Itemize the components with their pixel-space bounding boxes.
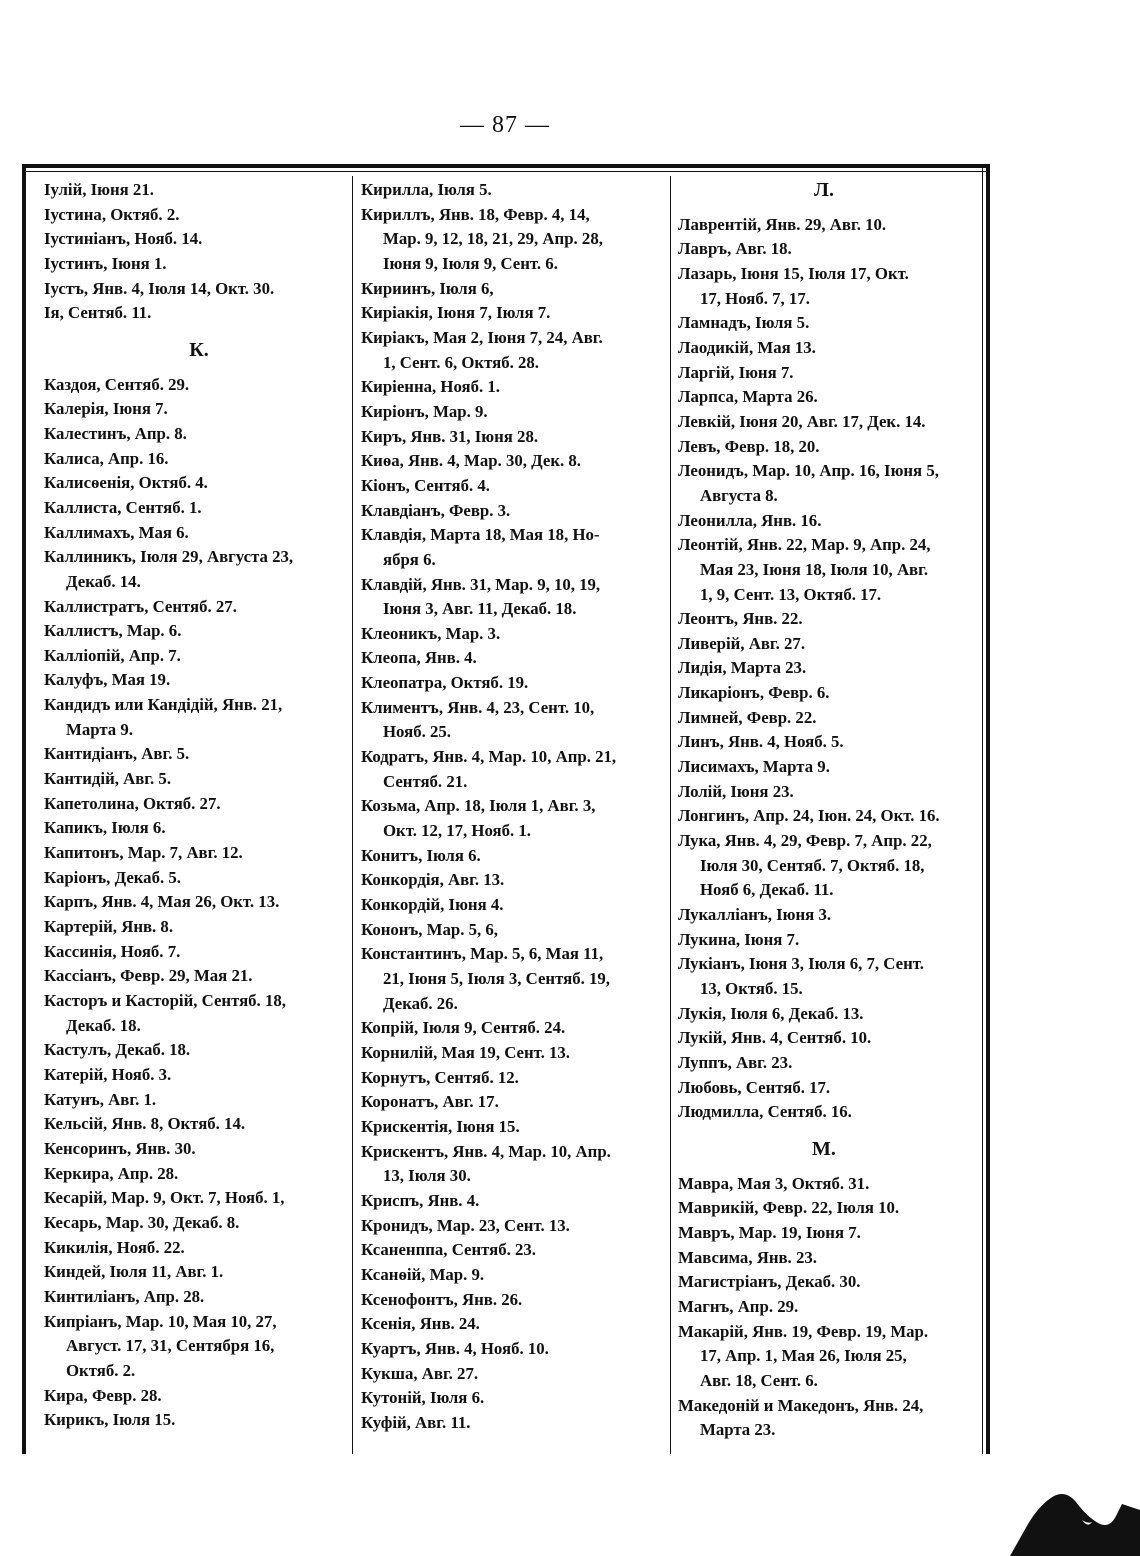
index-entry: Киріонъ, Мар. 9. xyxy=(361,401,488,421)
index-entry: Кронидъ, Мар. 23, Сент. 13. xyxy=(361,1215,570,1235)
index-entry: Кесарь, Мар. 30, Декаб. 8. xyxy=(44,1212,240,1232)
index-entry: Левкій, Іюня 20, Авг. 17, Дек. 14. xyxy=(678,411,926,431)
index-entry-continuation: Август. 17, 31, Сентября 16, xyxy=(66,1336,275,1356)
index-entry: Клавдія, Марта 18, Мая 18, Но- xyxy=(361,525,600,545)
index-entry: Карпъ, Янв. 4, Мая 26, Окт. 13. xyxy=(44,892,280,912)
index-entry: Лукалліанъ, Іюня 3. xyxy=(678,905,832,925)
index-entry: Козьма, Апр. 18, Іюля 1, Авг. 3, xyxy=(361,796,596,816)
letter-heading: М. xyxy=(812,1137,836,1160)
index-entry: Копрій, Іюля 9, Сентяб. 24. xyxy=(361,1018,566,1038)
index-column-3 xyxy=(678,178,970,1443)
index-entry: Ксаненппа, Сентяб. 23. xyxy=(361,1240,536,1260)
index-entry: Калиса, Апр. 16. xyxy=(44,448,169,468)
index-entry: Іустина, Октяб. 2. xyxy=(44,204,180,224)
index-entry: Кипріанъ, Мар. 10, Мая 10, 27, xyxy=(44,1311,277,1331)
index-entry: Каздоя, Сентяб. 29. xyxy=(44,374,190,394)
index-entry: Ксанѳій, Мар. 9. xyxy=(361,1264,485,1284)
index-entry: Конкордія, Авг. 13. xyxy=(361,870,505,890)
index-entry: Кельсій, Янв. 8, Октяб. 14. xyxy=(44,1114,246,1134)
index-entry-continuation: Іюля 30, Сентяб. 7, Октяб. 18, xyxy=(700,855,925,875)
index-entry: Іустинъ, Іюня 1. xyxy=(44,253,167,273)
index-entry: Лидія, Марта 23. xyxy=(678,658,807,678)
index-entry: Лукія, Іюля 6, Декаб. 13. xyxy=(678,1003,864,1023)
index-entry: Кенсоринъ, Янв. 30. xyxy=(44,1138,196,1158)
index-entry-continuation: 1, Сент. 6, Октяб. 28. xyxy=(383,352,539,372)
index-entry: Македоній и Македонъ, Янв. 24, xyxy=(678,1395,924,1415)
index-entry: Каллистратъ, Сентяб. 27. xyxy=(44,596,237,616)
index-entry: Лонгинъ, Апр. 24, Іюн. 24, Окт. 16. xyxy=(678,806,940,826)
index-entry: Коронатъ, Авг. 17. xyxy=(361,1092,499,1112)
index-entry: Мавра, Мая 3, Октяб. 31. xyxy=(678,1173,870,1193)
index-entry: Кирикъ, Іюля 15. xyxy=(44,1410,176,1430)
index-entry-continuation: 17, Нояб. 7, 17. xyxy=(700,288,810,308)
index-entry: Ламнадъ, Іюля 5. xyxy=(678,313,810,333)
index-entry: Макарій, Янв. 19, Февр. 19, Мар. xyxy=(678,1321,929,1341)
index-entry: Лаврентій, Янв. 29, Авг. 10. xyxy=(678,214,887,234)
index-entry-continuation: 13, Іюля 30. xyxy=(383,1166,471,1186)
index-entry: Лукіанъ, Іюня 3, Іюля 6, 7, Сент. xyxy=(678,954,924,974)
index-entry: Людмилла, Сентяб. 16. xyxy=(678,1102,852,1122)
index-entry: Клеопатра, Октяб. 19. xyxy=(361,673,529,693)
index-entry-continuation: Мая 23, Іюня 18, Іюля 10, Авг. xyxy=(700,559,929,579)
index-entry: Конкордій, Іюня 4. xyxy=(361,895,504,915)
index-entry-continuation: Мар. 9, 12, 18, 21, 29, Апр. 28, xyxy=(383,229,603,249)
index-entry: Лолій, Іюня 23. xyxy=(678,781,794,801)
index-entry: Каллимахъ, Мая 6. xyxy=(44,522,189,542)
index-entry: Ливерій, Авг. 27. xyxy=(678,633,806,653)
index-entry: Лазарь, Іюня 15, Іюля 17, Окт. xyxy=(678,263,909,283)
ink-blot-mark xyxy=(1010,1466,1140,1556)
index-entry: Киріенна, Нояб. 1. xyxy=(361,377,500,397)
index-entry-continuation: 1, 9, Сент. 13, Октяб. 17. xyxy=(700,584,882,604)
index-column-2 xyxy=(361,178,663,1435)
index-entry-continuation: Декаб. 14. xyxy=(66,571,141,591)
index-entry: Лимней, Февр. 22. xyxy=(678,707,817,727)
index-entry: Кирилла, Іюля 5. xyxy=(361,180,492,199)
index-entry-continuation: Іюня 3, Авг. 11, Декаб. 18. xyxy=(383,599,577,619)
index-entry: Куартъ, Янв. 4, Нояб. 10. xyxy=(361,1338,549,1358)
index-entry: Киръ, Янв. 31, Іюня 28. xyxy=(361,426,539,446)
index-entry: Кодратъ, Янв. 4, Мар. 10, Апр. 21, xyxy=(361,747,617,767)
index-entry: Кукша, Авг. 27. xyxy=(361,1363,479,1383)
index-entry-continuation: Сентяб. 21. xyxy=(383,771,468,791)
page-number: — 87 — xyxy=(460,112,550,138)
index-entry: Іустъ, Янв. 4, Іюля 14, Окт. 30. xyxy=(44,278,275,298)
index-entry: Куфій, Авг. 11. xyxy=(361,1412,471,1432)
index-entry: Лука, Янв. 4, 29, Февр. 7, Апр. 22, xyxy=(678,831,932,851)
index-entry: Константинъ, Мар. 5, 6, Мая 11, xyxy=(361,944,604,964)
index-entry: Линъ, Янв. 4, Нояб. 5. xyxy=(678,732,844,752)
index-entry: Кира, Февр. 28. xyxy=(44,1385,162,1405)
index-entry: Леонилла, Янв. 16. xyxy=(678,510,822,530)
index-entry: Крискентъ, Янв. 4, Мар. 10, Апр. xyxy=(361,1141,611,1161)
index-entry: Киріакія, Іюня 7, Іюля 7. xyxy=(361,303,551,323)
index-entry-continuation: 17, Апр. 1, Мая 26, Іюля 25, xyxy=(700,1346,907,1366)
index-entry: Клавдіанъ, Февр. 3. xyxy=(361,500,511,520)
index-entry: Корнилій, Мая 19, Сент. 13. xyxy=(361,1042,570,1062)
index-entry: Лукина, Іюня 7. xyxy=(678,929,800,949)
index-entry: Ксенофонтъ, Янв. 26. xyxy=(361,1289,523,1309)
index-entry-continuation: Марта 9. xyxy=(66,719,133,739)
index-entry-continuation: Марта 23. xyxy=(700,1420,776,1440)
index-entry: Калисѳенія, Октяб. 4. xyxy=(44,473,208,493)
index-entry: Клеоникъ, Мар. 3. xyxy=(361,623,501,643)
index-entry: Катерій, Нояб. 3. xyxy=(44,1064,172,1084)
index-entry-continuation: 21, Іюня 5, Іюля 3, Сентяб. 19, xyxy=(383,969,610,988)
index-entry: Лукій, Янв. 4, Сентяб. 10. xyxy=(678,1028,872,1048)
index-entry: Калуфъ, Мая 19. xyxy=(44,670,171,690)
index-entry: Клеопа, Янв. 4. xyxy=(361,648,477,668)
index-entry: Кесарій, Мар. 9, Окт. 7, Нояб. 1, xyxy=(44,1188,285,1208)
index-entry: Любовь, Сентяб. 17. xyxy=(678,1077,831,1097)
index-entry: Кириинъ, Іюля 6, xyxy=(361,278,494,298)
index-entry: Кикилія, Нояб. 22. xyxy=(44,1237,185,1257)
index-entry: Киѳа, Янв. 4, Мар. 30, Дек. 8. xyxy=(361,451,581,471)
index-entry: Корнутъ, Сентяб. 12. xyxy=(361,1067,519,1087)
index-entry: Лаодикій, Мая 13. xyxy=(678,337,816,357)
index-entry: Калліопій, Апр. 7. xyxy=(44,645,181,665)
index-entry: Клавдій, Янв. 31, Мар. 9, 10, 19, xyxy=(361,574,601,594)
index-entry: Кириллъ, Янв. 18, Февр. 4, 14, xyxy=(361,204,590,224)
index-entry: Каллистъ, Мар. 6. xyxy=(44,621,182,641)
index-entry: Леонтъ, Янв. 22. xyxy=(678,609,803,629)
index-entry-continuation: ября 6. xyxy=(383,549,436,569)
index-entry: Конитъ, Іюля 6. xyxy=(361,845,481,865)
index-entry: Кантидій, Авг. 5. xyxy=(44,769,172,789)
index-entry-continuation: Нояб. 25. xyxy=(383,722,451,742)
index-entry: Кантидіанъ, Авг. 5. xyxy=(44,744,190,764)
index-entry: Капитонъ, Мар. 7, Авг. 12. xyxy=(44,843,243,863)
index-entry: Мавсима, Янв. 23. xyxy=(678,1247,817,1267)
index-entry-continuation: Іюня 9, Іюля 9, Сент. 6. xyxy=(383,253,558,273)
index-entry: Каллиникъ, Іюля 29, Августа 23, xyxy=(44,547,294,567)
index-entry: Кононъ, Мар. 5, 6, xyxy=(361,919,498,939)
index-entry: Ія, Сентяб. 11. xyxy=(44,303,152,323)
column-divider xyxy=(352,176,353,1454)
index-entry: Луппъ, Авг. 23. xyxy=(678,1052,793,1072)
index-entry-continuation: Нояб 6, Декаб. 11. xyxy=(700,880,834,900)
index-entry: Калестинъ, Апр. 8. xyxy=(44,423,187,443)
index-entry: Кассіанъ, Февр. 29, Мая 21. xyxy=(44,966,253,986)
index-entry: Капикъ, Іюля 6. xyxy=(44,818,166,838)
letter-heading: Л. xyxy=(814,179,834,201)
index-entry-continuation: Октяб. 2. xyxy=(66,1360,136,1380)
index-entry: Ларпса, Марта 26. xyxy=(678,387,818,407)
index-entry: Капетолина, Октяб. 27. xyxy=(44,793,221,813)
index-entry: Ксенія, Янв. 24. xyxy=(361,1314,480,1334)
index-entry: Кіонъ, Сентяб. 4. xyxy=(361,475,490,495)
index-entry: Левъ, Февр. 18, 20. xyxy=(678,436,820,456)
index-entry: Киндей, Іюля 11, Авг. 1. xyxy=(44,1262,224,1282)
index-entry: Леонтій, Янв. 22, Мар. 9, Апр. 24, xyxy=(678,535,931,555)
index-entry: Керкира, Апр. 28. xyxy=(44,1163,179,1183)
index-entry: Калерія, Іюня 7. xyxy=(44,399,168,419)
index-entry: Кандидъ или Кандідій, Янв. 21, xyxy=(44,695,283,715)
index-entry: Іулій, Іюня 21. xyxy=(44,180,154,199)
index-entry: Крискентія, Іюня 15. xyxy=(361,1116,520,1136)
index-entry-continuation: Декаб. 26. xyxy=(383,993,458,1013)
index-entry: Картерій, Янв. 8. xyxy=(44,917,174,937)
index-entry: Кастулъ, Декаб. 18. xyxy=(44,1040,191,1060)
index-entry-continuation: Августа 8. xyxy=(700,485,778,505)
index-frame xyxy=(22,164,990,1454)
column-divider xyxy=(670,176,671,1454)
index-entry-continuation: Окт. 12, 17, Нояб. 1. xyxy=(383,821,532,841)
index-entry: Климентъ, Янв. 4, 23, Сент. 10, xyxy=(361,697,595,717)
index-entry: Криспъ, Янв. 4. xyxy=(361,1190,480,1210)
index-entry: Ларгій, Іюня 7. xyxy=(678,362,794,382)
index-entry: Ликаріонъ, Февр. 6. xyxy=(678,683,830,703)
index-entry: Лавръ, Авг. 18. xyxy=(678,239,792,259)
index-entry: Кинтиліанъ, Апр. 28. xyxy=(44,1286,205,1306)
index-entry: Кутоній, Іюля 6. xyxy=(361,1388,485,1408)
index-entry: Киріакъ, Мая 2, Іюня 7, 24, Авг. xyxy=(361,327,603,347)
index-column-1 xyxy=(44,178,354,1433)
index-entry: Лисимахъ, Марта 9. xyxy=(678,757,830,777)
index-entry: Катунъ, Авг. 1. xyxy=(44,1089,157,1109)
index-entry: Касторъ и Касторій, Сентяб. 18, xyxy=(44,991,286,1010)
index-entry: Магистріанъ, Декаб. 30. xyxy=(678,1272,861,1292)
index-entry-continuation: 13, Октяб. 15. xyxy=(700,979,803,998)
index-entry: Каріонъ, Декаб. 5. xyxy=(44,867,181,887)
index-entry-continuation: Авг. 18, Сент. 6. xyxy=(700,1370,818,1390)
index-entry: Магнъ, Апр. 29. xyxy=(678,1296,799,1316)
index-entry: Леонидъ, Мар. 10, Апр. 16, Іюня 5, xyxy=(678,461,939,481)
index-entry: Іустиніанъ, Нояб. 14. xyxy=(44,229,203,249)
index-entry: Каллиста, Сентяб. 1. xyxy=(44,497,202,517)
index-entry: Кассинія, Нояб. 7. xyxy=(44,941,181,961)
index-entry-continuation: Декаб. 18. xyxy=(66,1015,141,1035)
index-entry: Маврикій, Февр. 22, Іюля 10. xyxy=(678,1198,900,1218)
letter-heading: К. xyxy=(189,338,209,361)
index-entry: Мавръ, Мар. 19, Іюня 7. xyxy=(678,1222,861,1242)
